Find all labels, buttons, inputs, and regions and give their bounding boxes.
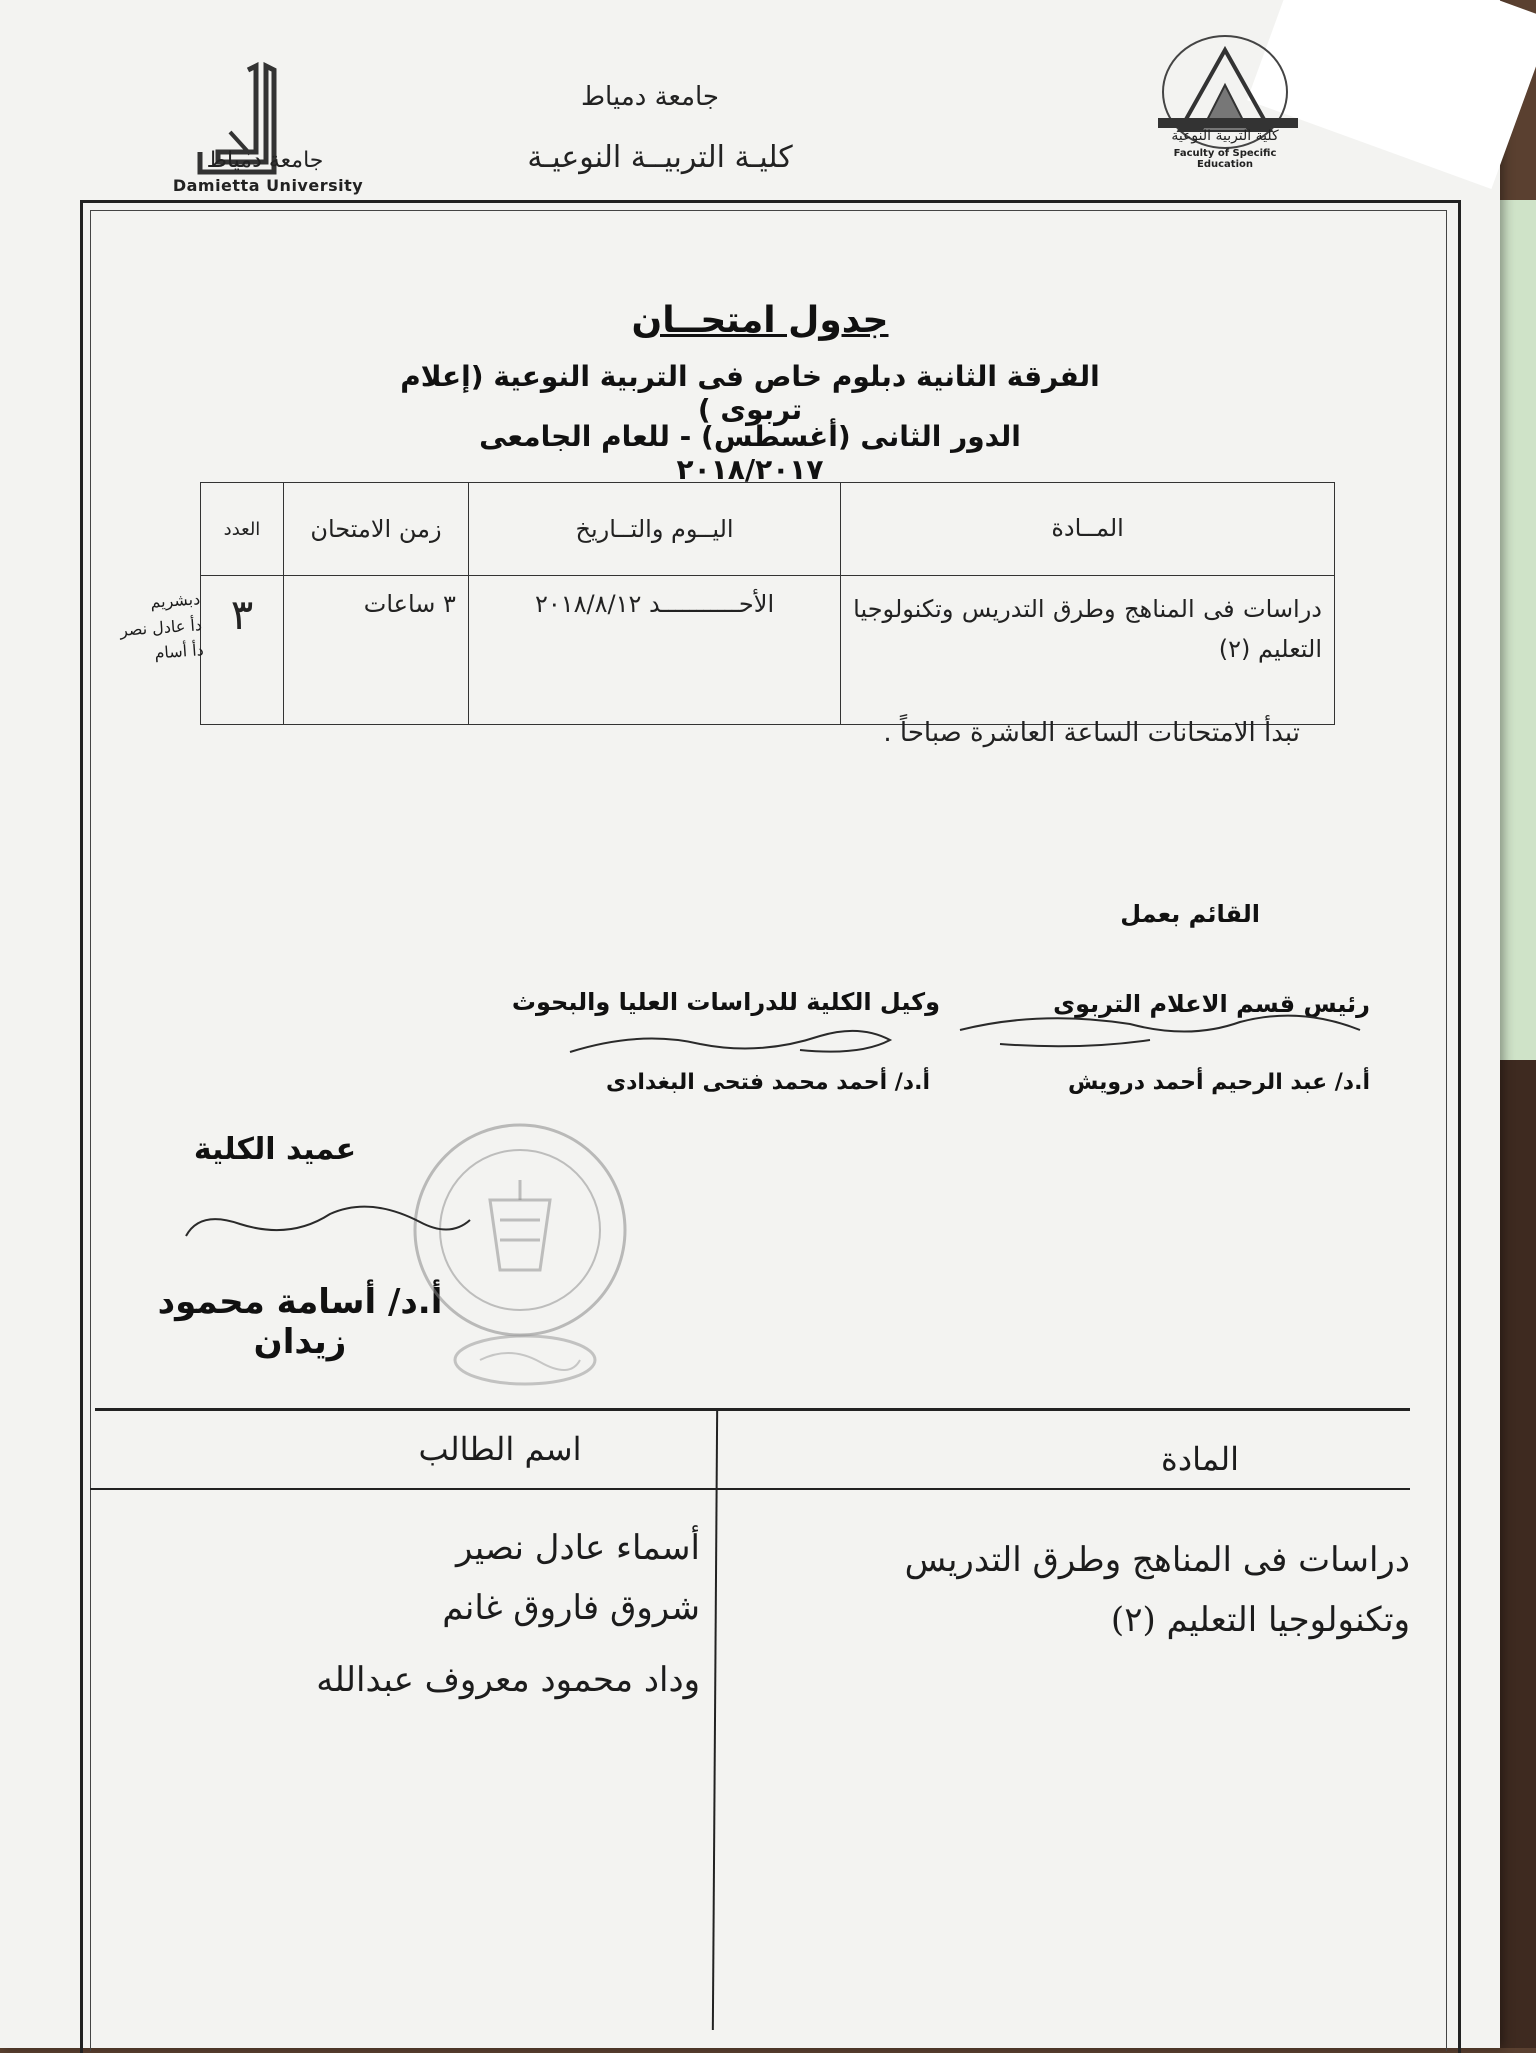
vice-dean-name: أ.د/ أحمد محمد فتحى البغدادى bbox=[605, 1070, 930, 1095]
document-subtitle-term: الدور الثانى (أغسطس) - للعام الجامعى ٢٠١٨/٢٠١٧ bbox=[479, 420, 1021, 486]
list-item: وداد محمود معروف عبدالله bbox=[316, 1660, 700, 1700]
exam-start-note: تبدأ الامتحانات الساعة العاشرة صباحاً . bbox=[883, 718, 1300, 748]
list-item: شروق فاروق غانم bbox=[442, 1588, 700, 1628]
header-subject: المــادة bbox=[841, 483, 1335, 576]
header-duration: زمن الامتحان bbox=[283, 483, 468, 576]
logo-left-english-text: Damietta University bbox=[172, 176, 364, 195]
cell-count: ٣ bbox=[201, 576, 284, 725]
header-student-name: اسم الطالب bbox=[418, 1430, 582, 1468]
handwritten-margin-note bbox=[89, 586, 204, 670]
cell-subject: دراسات فى المناهج وطرق التدريس وتكنولوجيا التعليم (٢) bbox=[841, 576, 1335, 725]
cell-day-date: الأحـــــــــــد ٢٠١٨/٨/١٢ bbox=[468, 576, 840, 725]
exam-schedule-table bbox=[200, 482, 1335, 725]
dept-head-name: أ.د/ عبد الرحيم أحمد درويش bbox=[1068, 1070, 1370, 1095]
secondary-stamp-icon bbox=[450, 1330, 600, 1390]
header-day-date: اليــوم والتــاريخ bbox=[468, 483, 840, 576]
logo-left-arabic-text: جامعة دمياط bbox=[206, 148, 324, 173]
margin-note-line: دبشريم bbox=[149, 589, 201, 612]
list-item: أسماء عادل نصير bbox=[455, 1528, 700, 1568]
students-table-header-border bbox=[90, 1488, 1410, 1490]
cell-duration: ٣ ساعات bbox=[283, 576, 468, 725]
dept-head-title: رئيس قسم الاعلام التربوى bbox=[1053, 990, 1370, 1018]
margin-note-line: دأ أسام bbox=[153, 640, 205, 663]
document-title: جدول امتحــان bbox=[631, 300, 889, 341]
dean-title: عميد الكلية bbox=[193, 1132, 357, 1167]
table-row bbox=[201, 576, 1335, 725]
header-count: العدد bbox=[201, 483, 284, 576]
vice-dean-title: وكيل الكلية للدراسات العليا والبحوث bbox=[511, 988, 940, 1016]
faculty-name: كليـة التربيــة النوعيـة bbox=[527, 140, 793, 175]
subject-handwritten-line: دراسات فى المناهج وطرق التدريس bbox=[904, 1540, 1410, 1580]
university-name: جامعة دمياط bbox=[581, 82, 719, 112]
logo-right-english-text: Faculty of Specific Education bbox=[1173, 148, 1277, 170]
table-header-row bbox=[201, 483, 1335, 576]
students-table-top-border bbox=[95, 1408, 1410, 1411]
header-subject-handwritten: المادة bbox=[1161, 1440, 1239, 1478]
official-seal-icon bbox=[400, 1110, 640, 1350]
dean-name: أ.د/ أسامة محمود زيدان bbox=[157, 1282, 443, 1362]
document-subtitle-program: الفرقة الثانية دبلوم خاص فى التربية النوعية (إعلام تربوى ) bbox=[400, 360, 1100, 426]
margin-note-line: دأ عادل نصر bbox=[119, 614, 203, 640]
acting-label: القائم بعمل bbox=[1120, 900, 1260, 928]
subject-handwritten-line: وتكنولوجيا التعليم (٢) bbox=[1110, 1600, 1410, 1640]
logo-right-arabic-text: كلية التربية النوعية bbox=[1171, 128, 1279, 144]
